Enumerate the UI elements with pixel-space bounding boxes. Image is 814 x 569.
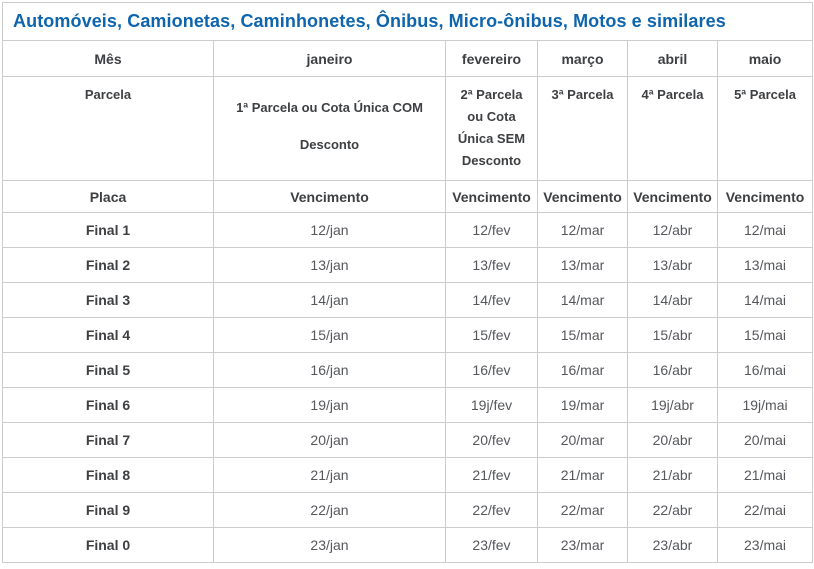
due-date: 19/jan xyxy=(214,388,446,423)
due-date: 15/jan xyxy=(214,318,446,353)
vencimento-maio: Vencimento xyxy=(718,181,813,213)
parcela-fevereiro: 2ª Parcela ou Cota Única SEM Desconto xyxy=(446,77,538,181)
mes-label: Mês xyxy=(3,41,214,77)
due-date: 13/jan xyxy=(214,248,446,283)
due-date: 20/mar xyxy=(538,423,628,458)
table-row-final-6 xyxy=(3,388,813,423)
due-date: 16/mar xyxy=(538,353,628,388)
due-date: 12/mar xyxy=(538,213,628,248)
vencimento-marco: Vencimento xyxy=(538,181,628,213)
final-label: Final 0 xyxy=(3,528,214,563)
table-row-final-9 xyxy=(3,493,813,528)
due-date: 13/mar xyxy=(538,248,628,283)
due-date: 21/abr xyxy=(628,458,718,493)
due-date: 20/mai xyxy=(718,423,813,458)
final-label: Final 1 xyxy=(3,213,214,248)
vencimento-abril: Vencimento xyxy=(628,181,718,213)
final-label: Final 8 xyxy=(3,458,214,493)
parcela-header-row xyxy=(3,77,813,181)
due-date: 19/mar xyxy=(538,388,628,423)
table-row-final-7 xyxy=(3,423,813,458)
due-date: 12/abr xyxy=(628,213,718,248)
vencimento-fevereiro: Vencimento xyxy=(446,181,538,213)
due-date: 19j/fev xyxy=(446,388,538,423)
table-row-final-0 xyxy=(3,528,813,563)
month-marco: março xyxy=(538,41,628,77)
due-date: 22/mar xyxy=(538,493,628,528)
table-row-final-2 xyxy=(3,248,813,283)
month-abril: abril xyxy=(628,41,718,77)
final-label: Final 5 xyxy=(3,353,214,388)
final-label: Final 3 xyxy=(3,283,214,318)
table-row-final-3 xyxy=(3,283,813,318)
parcela-janeiro-line2: Desconto xyxy=(299,137,360,152)
month-header-row xyxy=(3,41,813,77)
due-date: 12/fev xyxy=(446,213,538,248)
due-date: 14/mar xyxy=(538,283,628,318)
due-date: 19j/abr xyxy=(628,388,718,423)
due-date: 14/fev xyxy=(446,283,538,318)
parcela-janeiro-line1: 1ª Parcela ou Cota Única COM xyxy=(236,100,423,115)
parcela-abril: 4ª Parcela xyxy=(628,77,718,181)
due-date: 15/fev xyxy=(446,318,538,353)
due-date: 21/fev xyxy=(446,458,538,493)
final-label: Final 2 xyxy=(3,248,214,283)
due-date: 15/mar xyxy=(538,318,628,353)
due-date: 23/mar xyxy=(538,528,628,563)
due-date: 16/jan xyxy=(214,353,446,388)
due-date: 21/mar xyxy=(538,458,628,493)
due-date: 22/jan xyxy=(214,493,446,528)
parcela-label: Parcela xyxy=(3,77,214,181)
due-date: 23/mai xyxy=(718,528,813,563)
due-date: 13/mai xyxy=(718,248,813,283)
due-date: 16/abr xyxy=(628,353,718,388)
table-title: Automóveis, Camionetas, Caminhonetes, Ônibus, Micro-ônibus, Motos e similares xyxy=(3,3,813,41)
due-date: 20/fev xyxy=(446,423,538,458)
final-label: Final 6 xyxy=(3,388,214,423)
due-date: 23/fev xyxy=(446,528,538,563)
vencimento-janeiro: Vencimento xyxy=(214,181,446,213)
due-date: 14/jan xyxy=(214,283,446,318)
final-label: Final 4 xyxy=(3,318,214,353)
table-row-final-5 xyxy=(3,353,813,388)
due-date: 13/fev xyxy=(446,248,538,283)
placa-label: Placa xyxy=(3,181,214,213)
month-janeiro: janeiro xyxy=(214,41,446,77)
due-date: 14/abr xyxy=(628,283,718,318)
parcela-maio: 5ª Parcela xyxy=(718,77,813,181)
due-date: 15/abr xyxy=(628,318,718,353)
due-date: 16/fev xyxy=(446,353,538,388)
table-row-final-4 xyxy=(3,318,813,353)
due-date: 22/fev xyxy=(446,493,538,528)
table-title-row xyxy=(3,3,813,41)
month-fevereiro: fevereiro xyxy=(446,41,538,77)
due-date: 13/abr xyxy=(628,248,718,283)
due-date: 12/mai xyxy=(718,213,813,248)
ipva-payment-schedule-table xyxy=(2,2,813,563)
final-label: Final 7 xyxy=(3,423,214,458)
final-label: Final 9 xyxy=(3,493,214,528)
due-date: 23/jan xyxy=(214,528,446,563)
due-date: 20/jan xyxy=(214,423,446,458)
placa-header-row xyxy=(3,181,813,213)
table-row-final-8 xyxy=(3,458,813,493)
due-date: 22/abr xyxy=(628,493,718,528)
month-maio: maio xyxy=(718,41,813,77)
due-date: 21/jan xyxy=(214,458,446,493)
due-date: 21/mai xyxy=(718,458,813,493)
due-date: 23/abr xyxy=(628,528,718,563)
table-row-final-1 xyxy=(3,213,813,248)
parcela-janeiro xyxy=(214,77,446,181)
due-date: 16/mai xyxy=(718,353,813,388)
due-date: 12/jan xyxy=(214,213,446,248)
parcela-marco: 3ª Parcela xyxy=(538,77,628,181)
due-date: 20/abr xyxy=(628,423,718,458)
due-date: 15/mai xyxy=(718,318,813,353)
due-date: 14/mai xyxy=(718,283,813,318)
due-date: 22/mai xyxy=(718,493,813,528)
due-date: 19j/mai xyxy=(718,388,813,423)
